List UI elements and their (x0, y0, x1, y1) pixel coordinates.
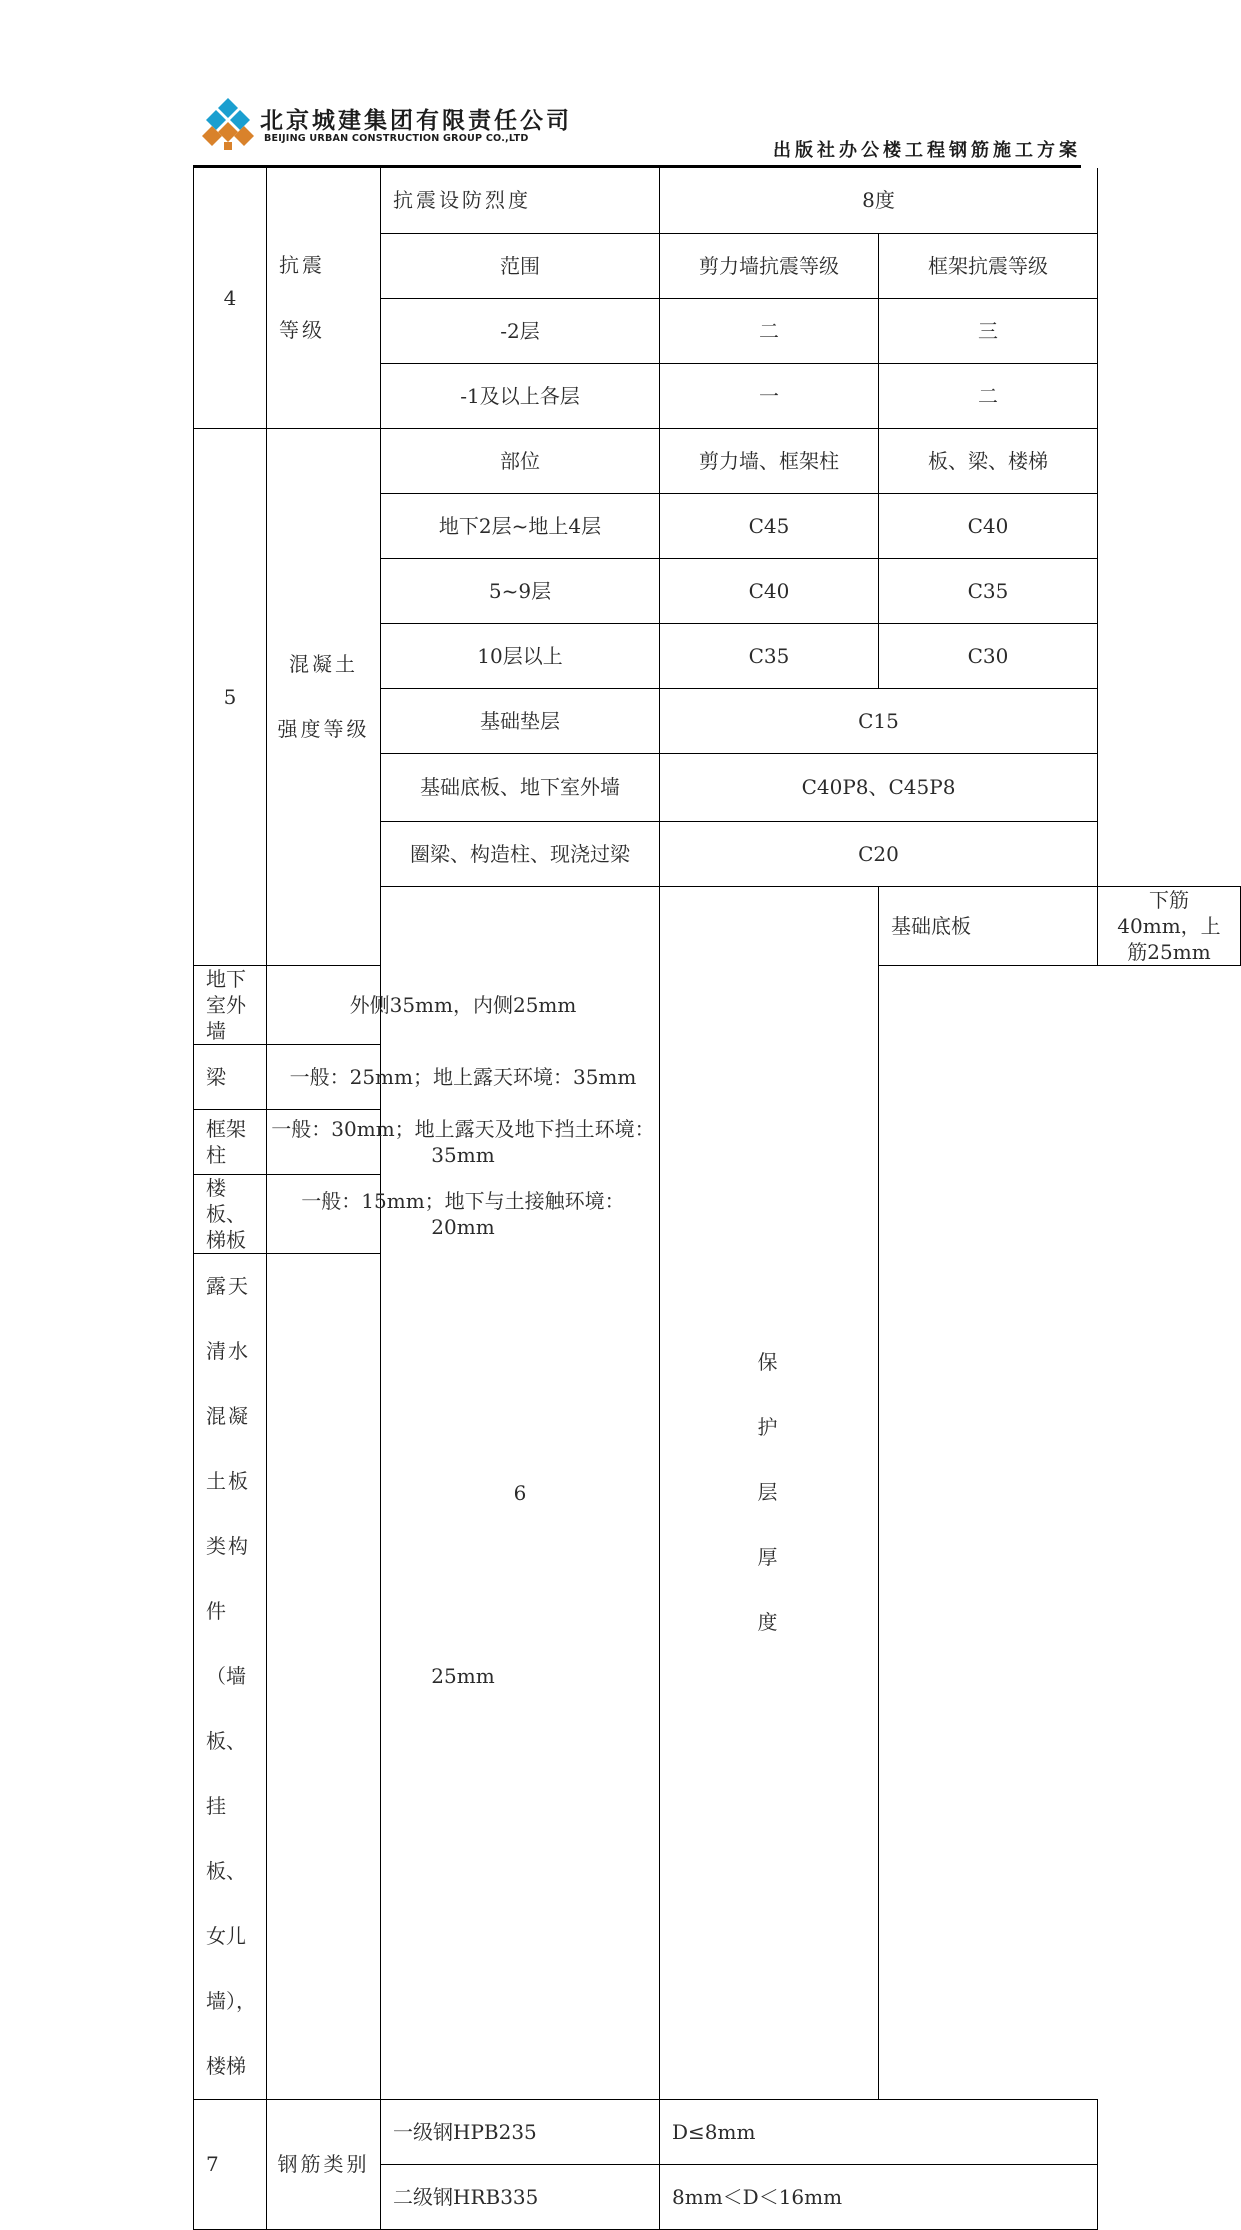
table-cell: D≤8mm (660, 2099, 1098, 2164)
table-row (194, 428, 1241, 493)
table-cell: 二 (879, 363, 1098, 428)
row-category: 保 护 层 厚 度 (660, 886, 879, 2099)
table-cell: 10层以上 (381, 623, 660, 688)
table-cell: C35 (879, 558, 1098, 623)
row-number: 5 (194, 428, 267, 965)
row-number: 6 (381, 886, 660, 2099)
table-cell: C30 (879, 623, 1098, 688)
table-cell: 楼板、梯板 (194, 1174, 267, 1253)
company-emblem-icon (202, 96, 254, 152)
company-logo (202, 96, 572, 156)
table-cell: 8mm＜D＜16mm (660, 2164, 1098, 2229)
table-cell: C20 (660, 821, 1098, 886)
row-category: 钢筋类别 (267, 2099, 381, 2229)
table-cell: -2层 (381, 298, 660, 363)
table-cell: 二级钢HRB335 (381, 2164, 660, 2229)
table-cell: C45 (660, 493, 879, 558)
table-cell: 板、梁、楼梯 (879, 428, 1098, 493)
table-cell: C35 (660, 623, 879, 688)
table-cell: 露天清水混凝土板类构件 （墙板、挂板、女儿墙）， 楼梯 (194, 1253, 267, 2099)
table-cell: 8度 (660, 168, 1098, 233)
table-cell: 范围 (381, 233, 660, 298)
table-cell: 框架柱 (194, 1109, 267, 1174)
table-cell: 基础底板 (879, 886, 1098, 965)
row-number: 4 (194, 168, 267, 428)
table-cell: 剪力墙、框架柱 (660, 428, 879, 493)
table-cell: 一般：25mm；地上露天环境：35mm (267, 1044, 660, 1109)
table-cell: C40 (879, 493, 1098, 558)
table-row (194, 2099, 1241, 2164)
row-category: 混凝土 强度等级 (267, 428, 381, 965)
document-title: 出版社办公楼工程钢筋施工方案 (773, 140, 1081, 161)
table-cell: 一般：30mm；地上露天及地下挡土环境：35mm (267, 1109, 660, 1174)
table-cell: 一 (660, 363, 879, 428)
table-cell: 基础垫层 (381, 688, 660, 753)
table-cell: 地下室外墙 (194, 965, 267, 1044)
row-category: 抗震 等级 (267, 168, 381, 428)
table-cell: C15 (660, 688, 1098, 753)
table-cell: 一级钢HPB235 (381, 2099, 660, 2164)
table-cell: 二 (660, 298, 879, 363)
table-cell: 一般：15mm；地下与土接触环境：20mm (267, 1174, 660, 1253)
table-cell: 抗震设防烈度 (381, 168, 660, 233)
row-number: 7 (194, 2099, 267, 2229)
table-cell: C40P8、C45P8 (660, 753, 1098, 821)
table-cell: 圈梁、构造柱、现浇过梁 (381, 821, 660, 886)
table-cell: 框架抗震等级 (879, 233, 1098, 298)
table-row (194, 168, 1241, 233)
table-cell: C40 (660, 558, 879, 623)
company-name-en: BEIJING URBAN CONSTRUCTION GROUP CO.,LTD (264, 133, 529, 144)
table-cell: 三 (879, 298, 1098, 363)
table-cell: 下筋40mm，上筋25mm (1098, 886, 1241, 965)
table-cell: 基础底板、地下室外墙 (381, 753, 660, 821)
table-cell: -1及以上各层 (381, 363, 660, 428)
table-cell: 外侧35mm，内侧25mm (267, 965, 660, 1044)
table-cell: 地下2层~地上4层 (381, 493, 660, 558)
construction-spec-table (193, 168, 1241, 2230)
table-cell: 部位 (381, 428, 660, 493)
table-cell: 梁 (194, 1044, 267, 1109)
table-cell: 剪力墙抗震等级 (660, 233, 879, 298)
table-cell: 5~9层 (381, 558, 660, 623)
company-name-cn: 北京城建集团有限责任公司 (260, 108, 572, 134)
table-cell: 25mm (267, 1253, 660, 2099)
